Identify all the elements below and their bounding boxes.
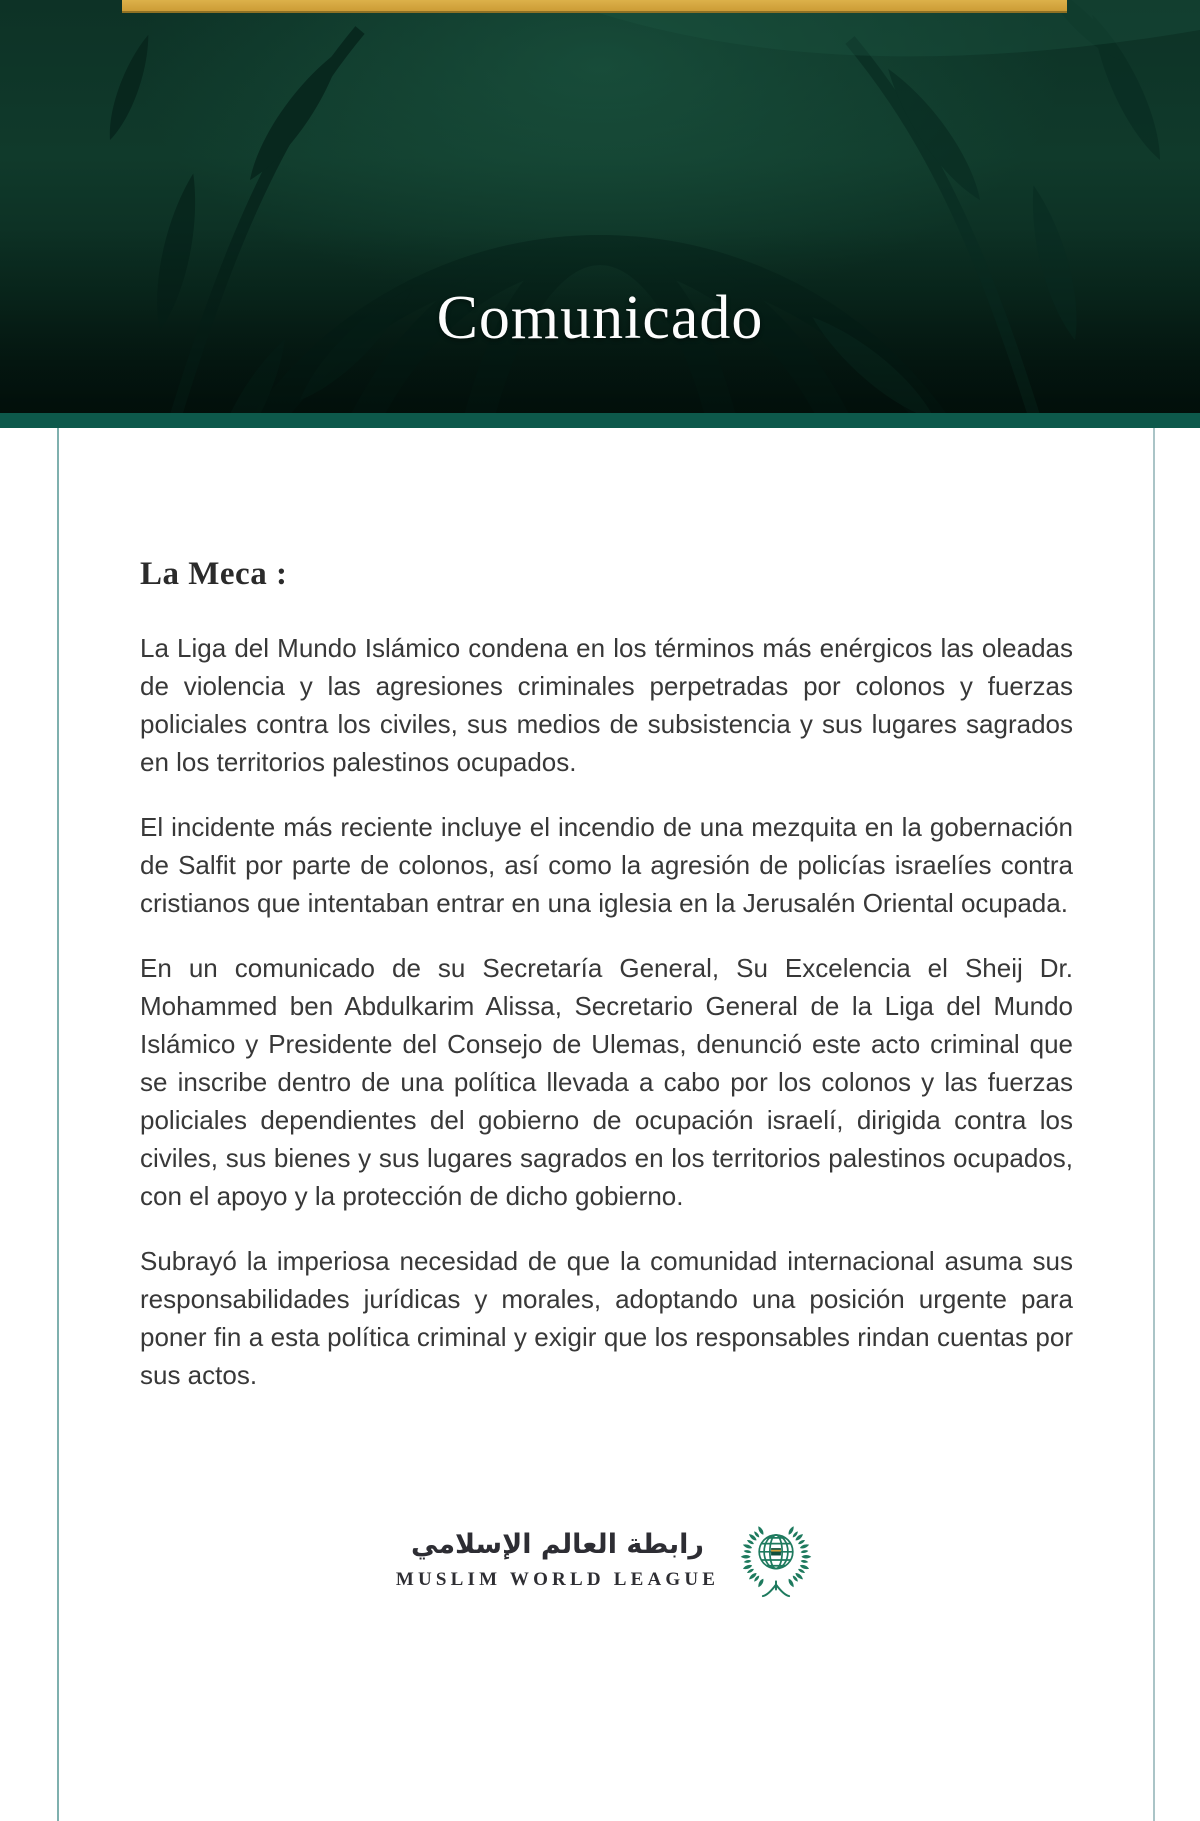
- gold-accent-bar: [122, 0, 1067, 13]
- paragraph-2: El incidente más reciente incluye el incendio de una mezquita en la gobernación de Salfit por parte de colonos, así como la agresión de policías israelíes contra cristianos que intentaban entrar en una iglesia en la Jerusalén Oriental ocupada.: [140, 812, 1073, 918]
- wreath-stems: [763, 1581, 789, 1596]
- mwl-logo: [140, 1516, 1073, 1604]
- paragraph-1: La Liga del Mundo Islámico condena en los términos más enérgicos las oleadas de violencia y las agresiones criminales perpetradas por colonos y fuerzas policiales contra los civiles, sus medios de subsistencia y sus lugares sagrados en los territorios palestinos ocupados.: [140, 633, 1073, 777]
- right-margin-rule: [1153, 428, 1155, 1821]
- mwl-logo-text: [396, 1529, 719, 1591]
- mwl-arabic-name: رابطة العالم الإسلامي: [411, 1528, 704, 1560]
- teal-divider: [0, 413, 1200, 428]
- left-margin-rule: [57, 428, 59, 1821]
- kaaba-icon: [771, 1548, 781, 1555]
- paragraph-3: En un comunicado de su Secretaría General, Su Excelencia el Sheij Dr. Mohammed ben Abdulkarim Alissa, Secretario General de la Liga del Mundo Islámico y Presidente del Consejo de Ulemas, denunció este acto criminal que se inscribe dentro de una política llevada a cabo por los colonos y las fuerzas policiales dependientes del gobierno de ocupación israelí, dirigida contra los civiles, sus bienes y sus lugares sagrados en los territorios palestinos ocupados, con el apoyo y la protección de dicho gobierno.: [140, 953, 1073, 1211]
- document-body: [0, 428, 1200, 1821]
- paragraph-4: Subrayó la imperiosa necesidad de que la comunidad internacional asuma sus responsabilidades jurídicas y morales, adoptando una posición urgente para poner fin a esta política criminal y exigir que los responsables rindan cuentas por sus actos.: [140, 1246, 1073, 1390]
- wreath-globe-kaaba-icon: [735, 1516, 817, 1604]
- communique-content: [140, 428, 1073, 1604]
- page-title: Comunicado: [436, 284, 764, 352]
- mwl-latin-name: MUSLIM WORLD LEAGUE: [395, 1569, 720, 1591]
- dateline-heading: La Meca :: [140, 556, 288, 592]
- header-banner: [0, 0, 1200, 413]
